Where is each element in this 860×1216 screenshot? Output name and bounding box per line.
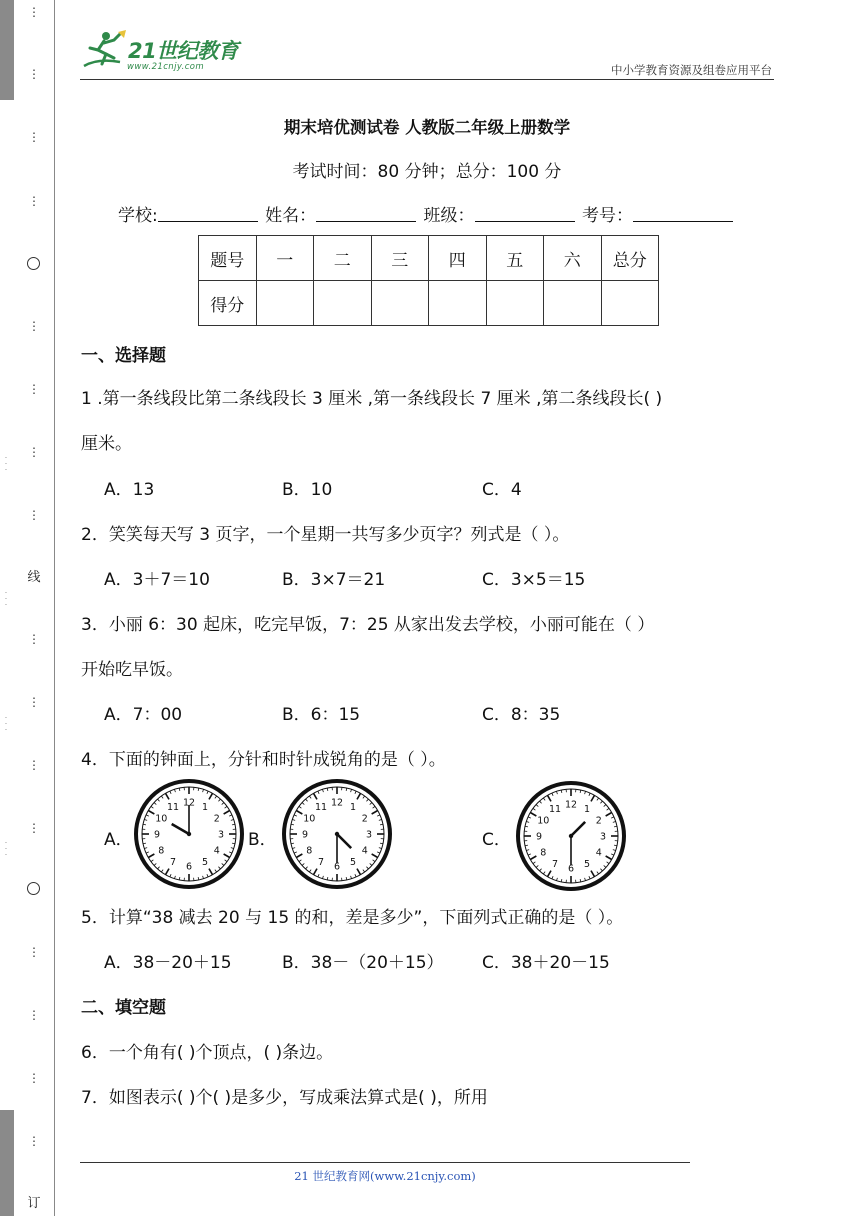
clock-numeral: 1	[583, 803, 591, 815]
score-header-cell: 六	[544, 236, 602, 281]
school-label: 学校:	[118, 206, 158, 226]
margin-dots: ⋮	[28, 1008, 40, 1022]
margin-band-top	[0, 0, 14, 100]
margin-dots: ⋮	[28, 945, 40, 959]
question-1: 1 .第一条线段比第二条线段长 3 厘米 ,第一条线段长 7 厘米 ,第二条线段长( )	[81, 389, 663, 409]
margin-circle	[27, 882, 40, 895]
score-header-cell: 一	[256, 236, 314, 281]
header-divider	[80, 79, 774, 80]
clock-numeral: 12	[330, 797, 344, 809]
score-header-cell: 四	[429, 236, 487, 281]
clock-numeral: 6	[185, 861, 193, 873]
margin-dots: ⋮	[28, 632, 40, 646]
margin-dots: ⋮	[28, 1134, 40, 1148]
clock-numeral: 9	[535, 831, 543, 843]
clock-center	[335, 832, 339, 836]
margin-dots: ⋮	[28, 319, 40, 333]
margin-dots: ⋮	[28, 821, 40, 835]
question-7: 7．如图表示( )个( )是多少，写成乘法算式是( )，所用	[81, 1088, 488, 1108]
name-label: 姓名：	[265, 206, 317, 226]
q4-option-a[interactable]: A．	[104, 830, 133, 850]
margin-tick: · · ·	[4, 589, 8, 609]
q1-option-b[interactable]: B．10	[282, 480, 333, 500]
clock-numeral: 3	[217, 829, 225, 841]
score-table-header-row	[199, 236, 659, 281]
clock-numeral: 5	[583, 859, 591, 871]
margin-circle	[27, 257, 40, 270]
clock-numeral: 12	[182, 797, 196, 809]
score-cell[interactable]	[486, 281, 544, 326]
q2-option-b[interactable]: B．3×7＝21	[282, 570, 386, 590]
clock-numeral: 7	[169, 857, 177, 869]
clock-numeral: 8	[158, 845, 165, 857]
clock-numeral: 4	[213, 845, 220, 857]
page-header	[80, 28, 774, 80]
clock-numeral: 11	[166, 801, 180, 813]
q2-option-c[interactable]: C．3×5＝15	[482, 570, 586, 590]
clock-numeral: 10	[155, 813, 168, 825]
school-blank[interactable]	[158, 205, 258, 222]
score-header-cell: 三	[371, 236, 429, 281]
q5-option-b[interactable]: B．38－（20＋15）	[282, 953, 444, 973]
clock-numeral: 2	[361, 813, 368, 825]
clock-numeral: 3	[599, 831, 607, 843]
clock-numeral: 4	[595, 847, 602, 859]
runner-icon	[80, 28, 128, 72]
logo-url: www.21cnjy.com	[127, 62, 205, 72]
exam-subtitle: 考试时间：80 分钟；总分：100 分	[292, 162, 562, 182]
q5-option-c[interactable]: C．38＋20－15	[482, 953, 610, 973]
q3-option-c[interactable]: C．8：35	[482, 705, 561, 725]
score-header-cell: 二	[314, 236, 372, 281]
margin-bind-char: 订	[27, 1196, 41, 1211]
margin-dots: ⋮	[28, 758, 40, 772]
clock-numeral: 4	[361, 845, 368, 857]
margin-dots: ⋮	[28, 508, 40, 522]
exam-no-label: 考号：	[581, 206, 633, 226]
clock-numeral: 7	[551, 859, 559, 871]
margin-dots: ⋮	[28, 67, 40, 81]
margin-dots: ⋮	[28, 130, 40, 144]
question-5: 5．计算“38 减去 20 与 15 的和，差是多少”，下面列式正确的是（ ）。	[81, 908, 624, 928]
margin-band-bottom	[0, 1110, 14, 1216]
clock-numeral: 9	[153, 829, 161, 841]
clock-b-icon	[279, 776, 395, 892]
clock-center	[187, 832, 191, 836]
student-info-fields	[118, 201, 735, 226]
platform-caption: 中小学教育资源及组卷应用平台	[611, 63, 772, 77]
exam-no-blank[interactable]	[633, 205, 733, 222]
score-header-cell: 题号	[199, 236, 257, 281]
name-blank[interactable]	[316, 205, 416, 222]
margin-dots: ⋮	[28, 382, 40, 396]
clock-a-icon	[133, 778, 245, 890]
logo-text: 21世纪教育	[128, 39, 239, 63]
score-row-label: 得分	[199, 281, 257, 326]
margin-tick: · · ·	[4, 454, 8, 474]
clock-numeral: 9	[301, 829, 309, 841]
score-cell[interactable]	[544, 281, 602, 326]
clock-numeral: 10	[537, 815, 550, 827]
margin-dots: ⋮	[28, 695, 40, 709]
clock-numeral: 1	[349, 801, 357, 813]
clock-center	[569, 834, 573, 838]
clock-numeral: 11	[548, 803, 562, 815]
score-cell[interactable]	[256, 281, 314, 326]
q1-option-c[interactable]: C．4	[482, 480, 522, 500]
binding-margin	[0, 0, 55, 1216]
clock-numeral: 8	[306, 845, 313, 857]
margin-tick: · · ·	[4, 714, 8, 734]
margin-dots: ⋮	[28, 445, 40, 459]
clock-numeral: 5	[349, 857, 357, 869]
clock-numeral: 8	[540, 847, 547, 859]
question-1-cont: 厘米。	[81, 434, 132, 454]
q4-option-b[interactable]: B．	[248, 830, 277, 850]
clock-numeral: 11	[314, 801, 328, 813]
clock-numeral: 2	[213, 813, 220, 825]
q1-option-a[interactable]: A．13	[104, 480, 155, 500]
margin-line-char: 线	[27, 570, 41, 585]
clock-numeral: 6	[567, 863, 575, 875]
class-label: 班级：	[423, 206, 475, 226]
margin-dots: ⋮	[28, 5, 40, 19]
page-footer: 21 世纪教育网(www.21cnjy.com)	[294, 1169, 476, 1183]
margin-tick: · · ·	[4, 839, 8, 859]
score-header-cell: 五	[486, 236, 544, 281]
section-heading-fill: 二、填空题	[81, 998, 166, 1018]
clock-numeral: 2	[595, 815, 602, 827]
clock-c-icon	[513, 778, 629, 894]
margin-dots: ⋮	[28, 194, 40, 208]
clock-numeral: 12	[564, 799, 578, 811]
question-3: 3．小丽 6：30 起床，吃完早饭，7：25 从家出发去学校，小丽可能在（ ）	[81, 615, 655, 635]
clock-numeral: 5	[201, 857, 209, 869]
question-3-cont: 开始吃早饭。	[81, 660, 183, 680]
score-table-score-row	[199, 281, 659, 326]
question-6: 6．一个角有( )个顶点，( )条边。	[81, 1043, 334, 1063]
score-header-cell: 总分	[601, 236, 659, 281]
question-2: 2．笑笑每天写 3 页字，一个星期一共写多少页字？列式是（ ）。	[81, 525, 570, 545]
score-cell[interactable]	[429, 281, 487, 326]
clock-numeral: 6	[333, 861, 341, 873]
clock-numeral: 3	[365, 829, 373, 841]
q4-option-c[interactable]: C．	[482, 830, 511, 850]
exam-title: 期末培优测试卷 人教版二年级上册数学	[283, 118, 571, 137]
class-blank[interactable]	[475, 205, 575, 222]
brand-logo	[80, 28, 250, 76]
clock-numeral: 7	[317, 857, 325, 869]
margin-dots: ⋮	[28, 1071, 40, 1085]
score-table	[198, 235, 659, 326]
question-4: 4．下面的钟面上，分针和时针成锐角的是（ ）。	[81, 750, 446, 770]
q3-option-b[interactable]: B．6：15	[282, 705, 361, 725]
q5-option-a[interactable]: A．38－20＋15	[104, 953, 232, 973]
q3-option-a[interactable]: A．7：00	[104, 705, 183, 725]
footer-divider	[80, 1162, 690, 1163]
score-cell[interactable]	[601, 281, 659, 326]
q2-option-a[interactable]: A．3＋7＝10	[104, 570, 210, 590]
score-cell[interactable]	[314, 281, 372, 326]
clock-numeral: 10	[303, 813, 316, 825]
clock-numeral: 1	[201, 801, 209, 813]
score-cell[interactable]	[371, 281, 429, 326]
section-heading-choice: 一、选择题	[81, 346, 166, 366]
margin-inner	[14, 0, 55, 1216]
